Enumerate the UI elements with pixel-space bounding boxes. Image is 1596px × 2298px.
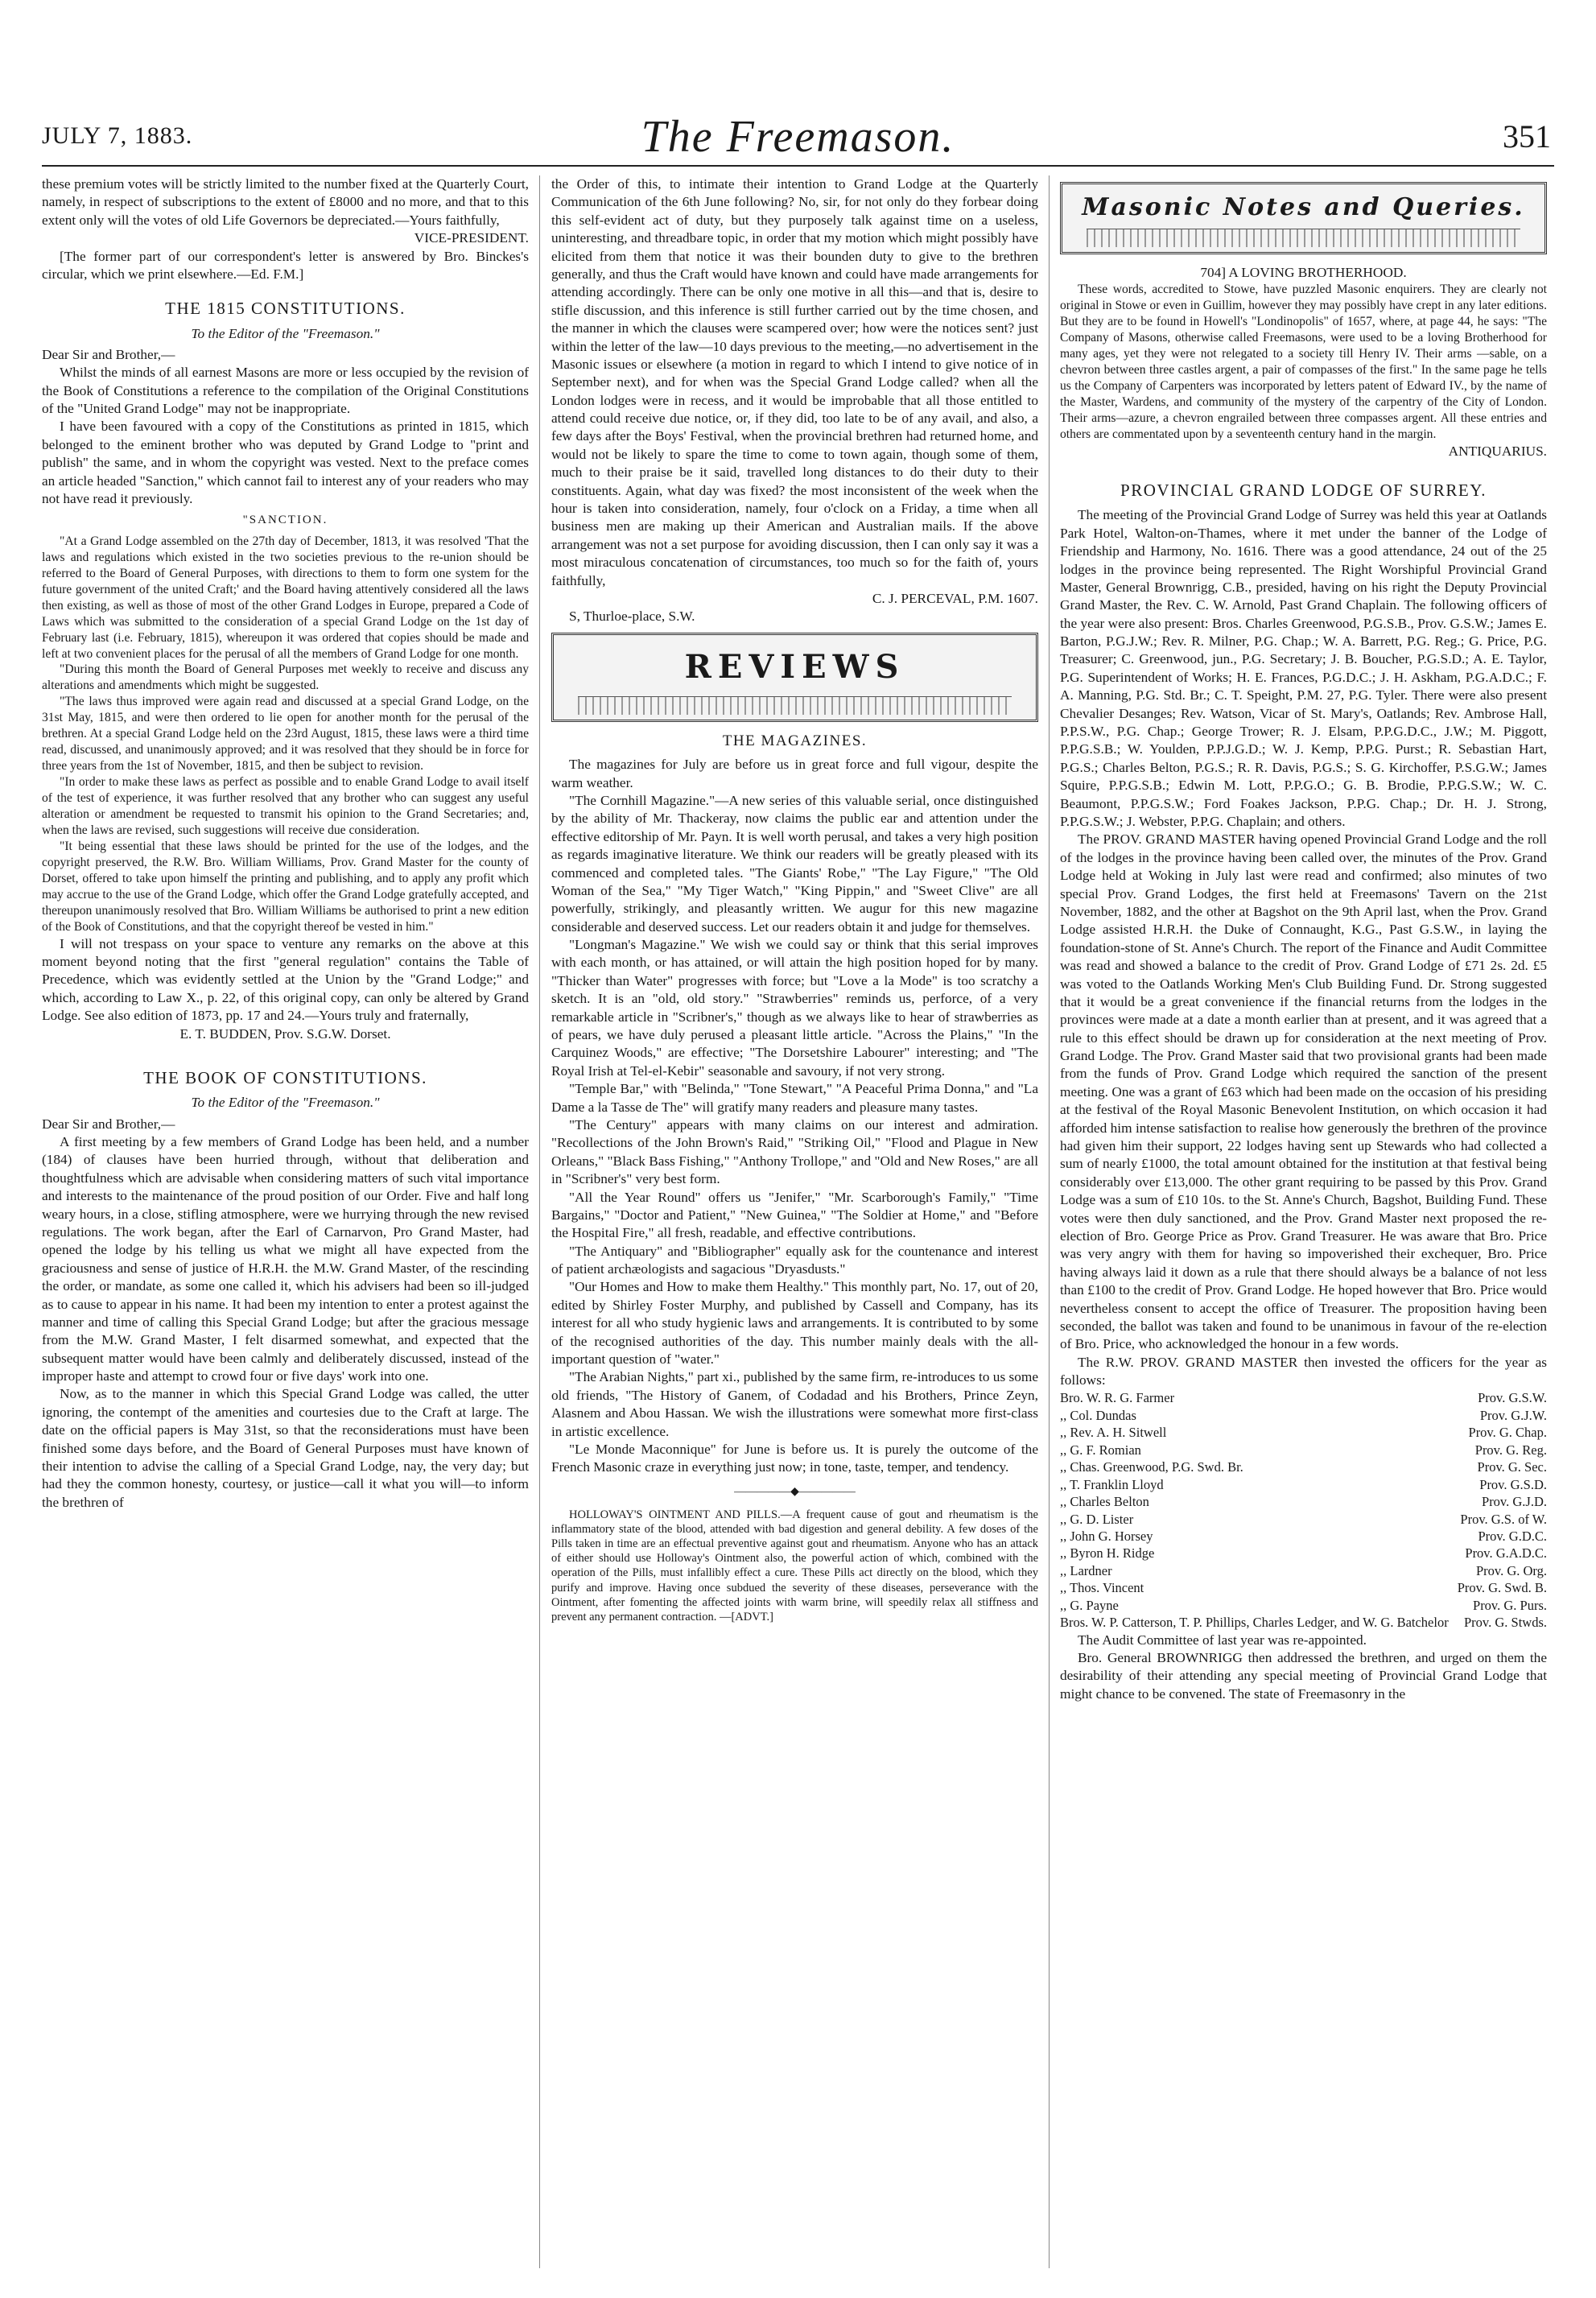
article-heading: THE 1815 CONSTITUTIONS. [165,299,406,319]
officer-row [1060,1562,1547,1579]
officer-title: Prov. G. Chap. [1468,1425,1547,1441]
officer-name: ,, Col. Dundas [1060,1407,1136,1423]
salutation: Dear Sir and Brother,— [42,1116,175,1132]
officer-row [1060,1442,1547,1458]
masonic-notes-banner [1060,182,1547,254]
officer-title: Prov. G. Swd. B. [1457,1580,1547,1596]
officer-row [1060,1458,1547,1475]
officer-name: Bros. W. P. Catterson, T. P. Phillips, Charles Ledger, and W. G. Batchelor [1060,1615,1449,1631]
officer-title: Prov. G.D.C. [1478,1528,1547,1544]
query-title: A LOVING BROTHERHOOD. [1228,264,1407,280]
letter-paragraph: A first meeting by a few members of Grand Lodge has been held, and a number (184) of clauses have been hurried through, without that deliberation and thoughtfulness which are advisable when considering matters of such vital importance and interests to the maintenance of the proud position of our Order. Five and half long weary hours, in a close, stifling atmosphere, were we hurrying through the new revised regulations. The work began, after the Earl of Carnarvon, Pro Grand Master, had opened the lodge by his telling us what we might all have expected from the graciousness and sense of justice of H.R.H. the M.W. Grand Master, of the rescinding the order, or mandate, as some one called it, which his advisers had been so ill-judged as to cause to appear in his name. It had been my intention to enter a protest against the manner and time of calling this Special Grand Lodge; but after the gracious message from the M.W. Grand Master, I felt disarmed somewhat, and expected that the subsequent matter would have been calmly and deliberately discussed, instead of the improper haste and attempt to crowd four or five days' work into one. [42,1134,529,1384]
review-paragraph: The magazines for July are before us in great force and full vigour, despite the warm weather. [551,757,1038,790]
officer-name: ,, John G. Horsey [1060,1528,1153,1544]
officer-name: Bro. W. R. G. Farmer [1060,1390,1175,1406]
column-1 [42,175,529,2268]
letter-text: the Order of this, to intimate their intention to Grand Lodge at the Quarterly Communication of the 6th June following? No, sir, for not only do they forbear doing this self-evident act of duty, but they purposely talk against time on a useless, uninteresting, and threadbare topic, in order that my motion which might possibly have elicited from them that notice it was their bounden duty to give to the brethren generally, and thus the Craft would have known and could have made arrangements for attending accordingly. There can be only one motive in all this—and that is, desire to stifle discussion, and this inference is still further carried out by the time chosen, and the manner in which the clauses were scampered over; how were the notices sent? just within the letter of the law—10 days previous to the meeting,—no advertisement in the Masonic issues or elsewhere (a motion in regard to which I intend to give notice of in September next), and for when was the Special Grand Lodge called? when all the London lodges were in recess, and it would be improbable that all those entitled to attend could receive due notice, or, if they did, too late to be of any avail, and also, a few days after the Boys' Festival, when the provincial brethren had returned home, and would not be likely to spare the time to come to town again, though some of them, much to their praise be it said, travelled long distances to do their duty to their constituents. Again, what day was fixed? the most inconsistent of the week when the hour is taken into consideration, namely, four o'clock on a Friday, a time when all business men are making up their American and Australian mails. If the above arrangement was not a set purpose for avoiding discussion, then I can only say it was a most miraculous concatenation of circumstances, too much so for the faith of, yours faithfully, [551,176,1038,588]
page-number: 351 [1503,118,1551,155]
review-paragraph: "All the Year Round" offers us "Jenifer," "Mr. Scarborough's Family," "Time Bargains," "Doctor and Patient," "New Guinea," "The Soldier at Home," and "Before the Hospital Fire," all fresh, readable, and effective contributions. [551,1189,1038,1241]
signature: ANTIQUARIUS. [1448,443,1547,459]
letter-paragraph: I will not trespass on your space to venture any remarks on the above at this moment beyond noting that the first "general regulation" contains the Table of Precedence, which was evidently settled at the Union by the "Grand Lodge;" and which, according to Law X., p. 22, of this original copy, can only be altered by Grand Lodge. See also edition of 1873, pp. 17 and 24.—Yours truly and fraternally, [42,935,529,1024]
officer-title: Prov. G.S. of W. [1460,1511,1547,1527]
address: S, Thurloe-place, S.W. [569,609,695,625]
officer-name: ,, Charles Belton [1060,1494,1149,1510]
quote-paragraph: "During this month the Board of General Purposes met weekly to receive and discuss any alterations and amendments which might be suggested. [42,662,529,693]
quote-paragraph: "It being essential that these laws should be printed for the use of the lodges, and the copyright preserved, the R.W. Bro. William Williams, Prov. Grand Master for the county of Dorset, offered to take upon himself the printing and publishing, and to apply any profit which may accrue to the use of the Grand Lodge, which offer the Grand Lodge gratefully accepted, and thereupon unanimously resolved that Bro. William Williams be authorised to print a new edition of the Book of Constitutions, and that the copyright thereof be vested in him." [42,839,529,934]
review-paragraph: "The Antiquary" and "Bibliographer" equally ask for the countenance and interest of patient archæologists and sagacious "Dryasdusts." [551,1243,1038,1277]
review-paragraph: "Le Monde Maconnique" for June is before us. It is purely the outcome of the French Masonic craze in everything just now; in tone, taste, temper, and tendency. [551,1442,1038,1475]
report-paragraph: Bro. General BROWNRIGG then addressed the brethren, and urged on them the desirability of their attending any special meeting of Provincial Grand Lodge that might chance to be convened. The state of Freemasonry in the [1060,1650,1547,1702]
quote-paragraph: "The laws thus improved were again read and discussed at a special Grand Lodge, on the 31st May, 1815, and were then ordered to lie open for another month for the perusal of the brethren. At a special Grand Lodge held on the 23rd August, 1815, these laws were a third time read, discussed, and unanimously approved; and it was resolved that they should be in force for three years from the 1st of November, 1815, and then be subject to revision. [42,695,529,774]
masthead-title: The Freemason. [641,112,955,162]
officer-title: Prov. G. Sec. [1477,1459,1547,1475]
column-divider [539,175,540,2268]
officer-row [1060,1424,1547,1441]
officer-name: ,, Chas. Greenwood, P.G. Swd. Br. [1060,1459,1243,1475]
query-number: 704] [1200,264,1226,280]
officer-row [1060,1545,1547,1562]
officers-list [1060,1389,1547,1631]
letter-paragraph: I have been favoured with a copy of the Constitutions as printed in 1815, which belonged to the eminent brother who was deputed by Grand Lodge to "print and publish" the same, and in whom the copyright was vested. Next to the preface comes an article headed "Sanction," which cannot fail to interest any of your readers who may not have read it previously. [42,419,529,507]
reviews-banner [551,633,1038,722]
letter-paragraph: Whilst the minds of all earnest Masons are more or less occupied by the revision of the Book of Constitutions a reference to the compilation of the Original Constitutions of the "United Grand Lodge" may not be inappropriate. [42,365,529,417]
letter-paragraph: Now, as to the manner in which this Special Grand Lodge was called, the utter ignoring, the contempt of the amenities and courtesies due to the Craft at large. The date on the official papers is May 31st, so that the reconsiderations must have been finished some days before, and the Board of General Purposes must have known of their intention to advise the calling of a Special Grand Lodge, nay, the very day; but had they the common honesty, courtesy, or justice—call it what you will—to inform the brethren of [42,1386,529,1510]
query-title-line [1060,264,1547,282]
reviews-banner-title: REVIEWS [684,647,905,686]
officer-title: Prov. G. Org. [1475,1562,1547,1578]
letter-address: To the Editor of the "Freemason." [191,1095,380,1111]
officer-title: Prov. G.S.W. [1478,1390,1547,1406]
officer-row [1060,1493,1547,1510]
report-paragraph: The meeting of the Provincial Grand Lodge of Surrey was held this year at Oatlands Park Hotel, Walton-on-Thames, where it met under the banner of the Lodge of Friendship and Harmony, No. 1616. There was a good attendance, 24 out of the 25 lodges in the province being represented. The Right Worshipful Provincial Grand Master, General Brownrigg, C.B., presided, having on his right the Deputy Provincial Grand Master, the Rev. C. W. Arnold, Past Grand Chaplain. The following officers of the year were also present: Bros. Charles Greenwood, P.G.S.B., Prov. G.S.W.; James E. Barton, P.G.J.W.; Rev. R. Milner, P.G. Chap.; W. A. Barrett, P.G. Reg.; G. Price, P.G. Treasurer; C. Greenwood, jun., P.G. Secretary; J. B. Boucher, P.G.S.D.; A. E. Taylor, P.G. Superintendent of Works; H. E. Frances, P.G.D.C.; J. H. Askham, P.G.A.D.C.; F. A. Manning, P.G. Std. Br.; C. T. Speight, P.M. 27, P.G. Tyler. There were also present Chevalier Desanges; Rev. Watson, Vicar of St. Mary's, Oatlands; Rev. Ambrose Hall, P.P.S.W., P.G. Chap.; George Trower; R. J. Elsam, P.P.G.D.C., J.W.; M. Piggott, P.P.G.S.B.; W. Youlden, P.P.J.G.D.; W. J. Kemp, P.P.G. Purst.; R. Sebastian Hart, P.G.S.; Charles Belton, P.G.S.; R. R. Davis, P.G.S.; S. G. Kirchoffer, P.S.G.W.; James Squire, P.P.G.S.B.; Edwin M. Lott, P.P.G.O.; G. B. Brodie, P.P.G.S.W.; W. C. Beaumont, P.P.G.S.W.; Ford Foakes Jackson, P.P.G. Chap.; Dr. H. J. Strong, P.P.G.S.W.; J. Webster, P.P.G. Chaplain; and others. [1060,507,1547,829]
column-2 [551,175,1038,2268]
officer-title: Prov. G. Purs. [1473,1597,1547,1613]
report-paragraph: The R.W. PROV. GRAND MASTER then invested the officers for the year as follows: [1060,1354,1547,1388]
article-heading: PROVINCIAL GRAND LODGE OF SURREY. [1120,481,1487,501]
quote-heading: "SANCTION. [242,514,328,527]
officer-name: ,, Rev. A. H. Sitwell [1060,1425,1167,1441]
officer-title: Prov. G.S.D. [1479,1476,1547,1492]
header-rule [42,165,1554,167]
officer-row [1060,1614,1547,1631]
review-paragraph: "Longman's Magazine." We wish we could say or think that this serial improves with each month, or has attained, or will attain the high position hoped for by many. "Thicker than Water" progresses with force; but "Love a la Mode" is too scratchy a sketch. It is an "old, old story." "Strawberries" reminds us, perforce, of a very remarkable article in "Scribner's," though as we always like to hear of strawberries as of pears, we have duly perused a pleasant little article. "Across the Plains," "In the Carquinez Woods," are effective; "The Dorsetshire Labourer" interesting; and "The Royal Irish at Tel-el-Kebir" seasonable and savoury, if not very strong. [551,937,1038,1079]
officer-name: ,, G. Payne [1060,1597,1119,1613]
officer-title: Prov. G.J.W. [1479,1407,1547,1423]
issue-date: JULY 7, 1883. [42,122,193,149]
section-heading: THE MAGAZINES. [722,732,868,749]
column-divider [1049,175,1050,2268]
officer-row [1060,1389,1547,1406]
officer-row [1060,1476,1547,1493]
officer-title: Prov. G.J.D. [1482,1494,1547,1510]
signature: E. T. BUDDEN, Prov. S.G.W. Dorset. [179,1025,391,1042]
report-paragraph: The PROV. GRAND MASTER having opened Provincial Grand Lodge and the roll of the lodges in the province having been called over, the minutes of the Prov. Grand Lodge held at Woking in July last were read and confirmed; also minutes of two special Prov. Grand Lodges, the first held at Freemasons' Tavern on the 21st November, 1882, and the other at Bagshot on the 9th April last, when the Prov. Grand Lodge assisted H.R.H. the Duke of Connaught, K.G., Past G.S.W., in laying the foundation-stone of St. Anne's Church. The report of the Finance and Audit Committee was read and showed a balance to the credit of Prov. Grand Lodge of £71 2s. 2d. £5 was voted to the Oatlands Working Men's Club Building Fund. Dr. Strong suggested that it would be a great convenience if the financial returns from the lodges in the provinces were made at a date a month earlier than at present, and it was agreed that a rule to this effect should be drawn up for consideration at the next meeting of Prov. Grand Lodge. The Prov. Grand Master said that two provisional grants had been made from the funds of Prov. Grand Lodge which required the sanction of the present meeting. One was a grant of £63 which had been made on the occasion of his presiding at the festival of the Royal Masonic Benevolent Institution, on which occasion it had afforded him intense satisfaction to realise how generously the brethren of the province had given him their support, 22 lodges having sent up Stewards who had collected a sum of nearly £1000, the total amount obtained for the institution at that festival being considerably over £13,000. The other grant requiring to be passed by this Prov. Grand Lodge was a sum of £10 10s. to the St. Anne's Church, Bagshot, Building Fund. These votes were then duly sanctioned, and the Prov. Grand Master next proposed the re-election of Bro. George Price as Prov. Grand Treasurer. He was aware that Bro. Price was very angry with them for having so impoverished their exchequer, Bro. Price having always laid it down as a rule that there should always be a balance of not less than £100 to the credit of Prov. Grand Lodge. He hoped however that Bro. Price would nevertheless consent to accept the office of Treasurer. The proposition having been seconded, the ballot was taken and found to be unanimous in favour of the re-election of Bro. Price, who acknowledged the honour in a few words. [1060,831,1547,1352]
officer-row [1060,1597,1547,1614]
column-3 [1060,175,1547,2268]
letter-text: these premium votes will be strictly limited to the number fixed at the Quarterly Court, namely, in respect of subscriptions to the extent of £8000 and no more, and that to this extent only will the votes of old Life Governors be depreciated.—Yours faithfully, [42,176,529,228]
signature: VICE-PRESIDENT. [414,230,529,246]
review-paragraph: "The Arabian Nights," part xi., published by the same firm, re-introduces to us some old friends, "The History of Ganem, of Codadad and his Brothers, Prince Zeyn, Alasnem and Abou Hassan. We wish the illustrations were somewhat more first-class in artistic excellence. [551,1369,1038,1439]
officer-name: ,, Byron H. Ridge [1060,1545,1155,1562]
officer-row [1060,1407,1547,1424]
advertisement: HOLLOWAY'S OINTMENT AND PILLS.—A frequent cause of gout and rheumatism is the inflammatory state of the blood, attended with bad digestion and general debility. A few doses of the Pills taken in time are an effectual preventive against gout and rheumatism. Anyone who has an attack of either should use Holloway's Ointment also, the powerful action of which, combined with the operation of the Pills, must infallibly effect a cure. These Pills act directly on the blood, which they purify and improve. Having once subdued the severity of these diseases, perseverance with the Ointment, after fomenting the affected joints with warm brine, will speedily relax all stiffness and prevent any permanent contraction. —[ADVT.] [551,1508,1038,1623]
officer-row [1060,1579,1547,1596]
salutation: Dear Sir and Brother,— [42,346,175,362]
query-body: These words, accredited to Stowe, have puzzled Masonic enquirers. They are clearly not original in Stowe or even in Guillim, however they may possibly have crept in any later editions. But they are to be found in Howell's "Londinopolis" of 1657, where, at page 44, he says: "The Company of Masons, otherwise called Freemasons, were used to be a loving Brotherhood for many ages, yet they were not relegated to a society till Henry IV. Their arms —sable, on a chevron between three castles argent, a pair of compasses of the first." In the same page he tells us the Company of Carpenters was incorporated by letters patent of Edward IV., by the name of the Master, Wardens, and community of the mystery of the carpentry of the City of London. Their arms—azure, a chevron engrailed between three compasses argent. All these entries and others are commentated upon by a seventeenth century hand in the margin. [1060,283,1547,441]
review-paragraph: "Our Homes and How to make them Healthy." This monthly part, No. 17, out of 20, edited by Shirley Foster Murphy, and published by Cassell and Company, has its interest for all who study hygienic laws and arrangements. It is contributed to by some of the recognised authorities of the day. This number mainly deals with the all-important question of "water." [551,1279,1038,1368]
review-paragraph: "The Century" appears with many claims on our interest and admiration. "Recollections of the John Brown's Raid," "Striking Oil," "Flood and Plague in New Orleans," "Black Bass Fishing," "Anthony Trollope," and "Old and New Roses," are all in "Scribner's" very best form. [551,1116,1038,1187]
quote-paragraph: "In order to make these laws as perfect as possible and to enable Grand Lodge to avail itself of the test of experience, it was further resolved that any brother who can suggest any useful alteration or amendment be requested to transmit his opinion to the Grand Secretaries; and, when the laws are revised, such suggestions will receive due consideration. [42,775,529,838]
officer-row [1060,1511,1547,1528]
officer-row [1060,1528,1547,1545]
review-paragraph: "The Cornhill Magazine."—A new series of this valuable serial, once distinguished by the ability of Mr. Thackeray, now claims the public ear and attention under the effective editorship of Mr. Payn. It is well worth perusal, and takes a very high position as regards imaginative literature. We think our readers will be greatly pleased with its commenced and completed tales. "The Giants' Robe," "The Lay Figure," "The Old Woman of the Sea," "My Tiger Watch," "King Pippin," and "Sweet Clive" are all powerfully, strikingly, and pleasantly written. We augur for this new magazine considerable and deserved success. Let our readers obtain it and judge for themselves. [551,792,1038,934]
ornament [578,696,1012,715]
officer-title: Prov. G.A.D.C. [1465,1545,1547,1562]
letter-address: To the Editor of the "Freemason." [191,325,380,341]
editor-note: [The former part of our correspondent's letter is answered by Bro. Binckes's circular, which we print elsewhere.—Ed. F.M.] [42,248,529,282]
review-paragraph: "Temple Bar," with "Belinda," "Tone Stewart," "A Peaceful Prima Donna," and "La Dame a la Tasse de The" will gratify many readers and pleasure many tastes. [551,1081,1038,1115]
masonic-notes-banner-title: Masonic Notes and Queries. [1082,193,1525,221]
officer-name: ,, G. D. Lister [1060,1511,1134,1527]
officer-title: Prov. G. Reg. [1474,1442,1547,1458]
officer-name: ,, T. Franklin Lloyd [1060,1476,1164,1492]
ornament [1087,229,1520,247]
officer-title: Prov. G. Stwds. [1464,1615,1547,1631]
quote-paragraph: "At a Grand Lodge assembled on the 27th day of December, 1813, it was resolved 'That the laws and regulations which existed in the two societies previous to the re-union should be referred to the Board of General Purposes, with directions to them to form one system for the future government of the united Craft;' and the Board having attentively considered all the laws then existing, as well as those of most of the other Grand Lodges in Europe, prepared a Code of Laws which was submitted to the consideration of a special Grand Lodge on the 1st day of February last (i.e. February, 1815), whereupon it was ordered that copies should be made and left at two convenient places for the perusal of all the members of Grand Lodge for one month. [42,534,529,661]
report-paragraph: The Audit Committee of last year was re-appointed. [1078,1632,1367,1648]
officer-name: ,, Lardner [1060,1562,1112,1578]
article-heading: THE BOOK OF CONSTITUTIONS. [143,1068,427,1088]
signature: C. J. PERCEVAL, P.M. 1607. [872,590,1038,606]
officer-name: ,, G. F. Romian [1060,1442,1141,1458]
divider-ornament: —————◆————— [734,1485,856,1498]
officer-name: ,, Thos. Vincent [1060,1580,1144,1596]
